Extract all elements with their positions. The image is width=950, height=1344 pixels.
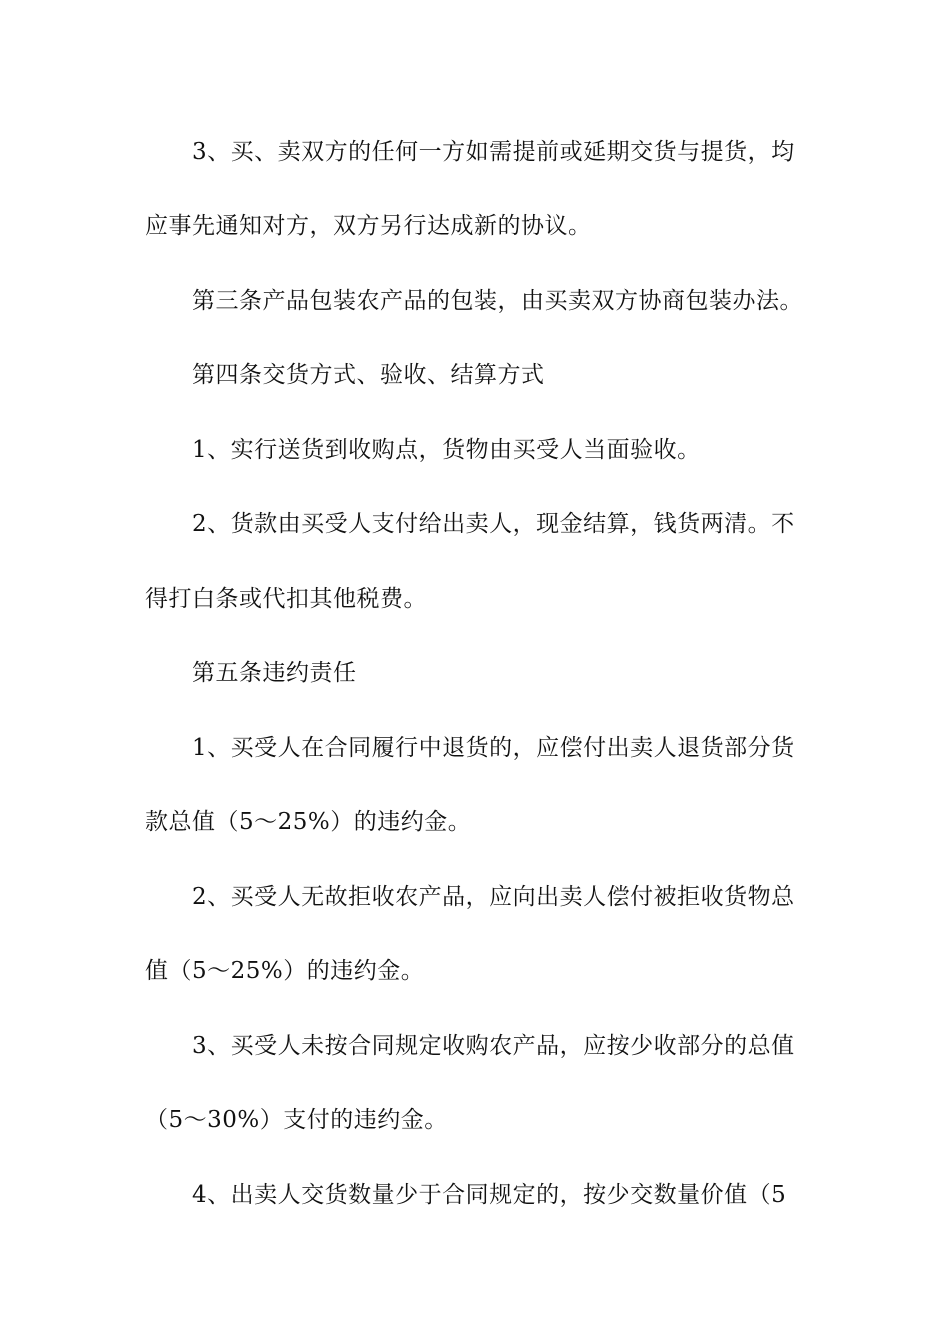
paragraph-line: 得打白条或代扣其他税费。 — [145, 586, 427, 612]
paragraph-line: 2、买受人无故拒收农产品，应向出卖人偿付被拒收货物总 — [192, 884, 795, 910]
paragraph-line: 值（5～25%）的违约金。 — [145, 958, 425, 984]
paragraph-line: 3、买受人未按合同规定收购农产品，应按少收部分的总值 — [192, 1033, 795, 1059]
paragraph-line: 2、货款由买受人支付给出卖人，现金结算，钱货两清。不 — [192, 511, 795, 537]
section-heading-packaging: 第三条产品包装农产品的包装，由买卖双方协商包装办法。 — [192, 288, 803, 314]
paragraph-line: 1、实行送货到收购点，货物由买受人当面验收。 — [192, 437, 701, 463]
paragraph-line: 款总值（5～25%）的违约金。 — [145, 809, 472, 835]
paragraph-line: 1、买受人在合同履行中退货的，应偿付出卖人退货部分货 — [192, 735, 795, 761]
paragraph-line: 4、出卖人交货数量少于合同规定的，按少交数量价值（5 — [192, 1182, 787, 1208]
paragraph-line: （5～30%）支付的违约金。 — [145, 1107, 448, 1133]
paragraph-line: 应事先通知对方，双方另行达成新的协议。 — [145, 213, 592, 239]
section-heading-liability: 第五条违约责任 — [192, 660, 357, 686]
paragraph-line: 3、买、卖双方的任何一方如需提前或延期交货与提货，均 — [192, 139, 795, 165]
section-heading-delivery: 第四条交货方式、验收、结算方式 — [192, 362, 545, 388]
